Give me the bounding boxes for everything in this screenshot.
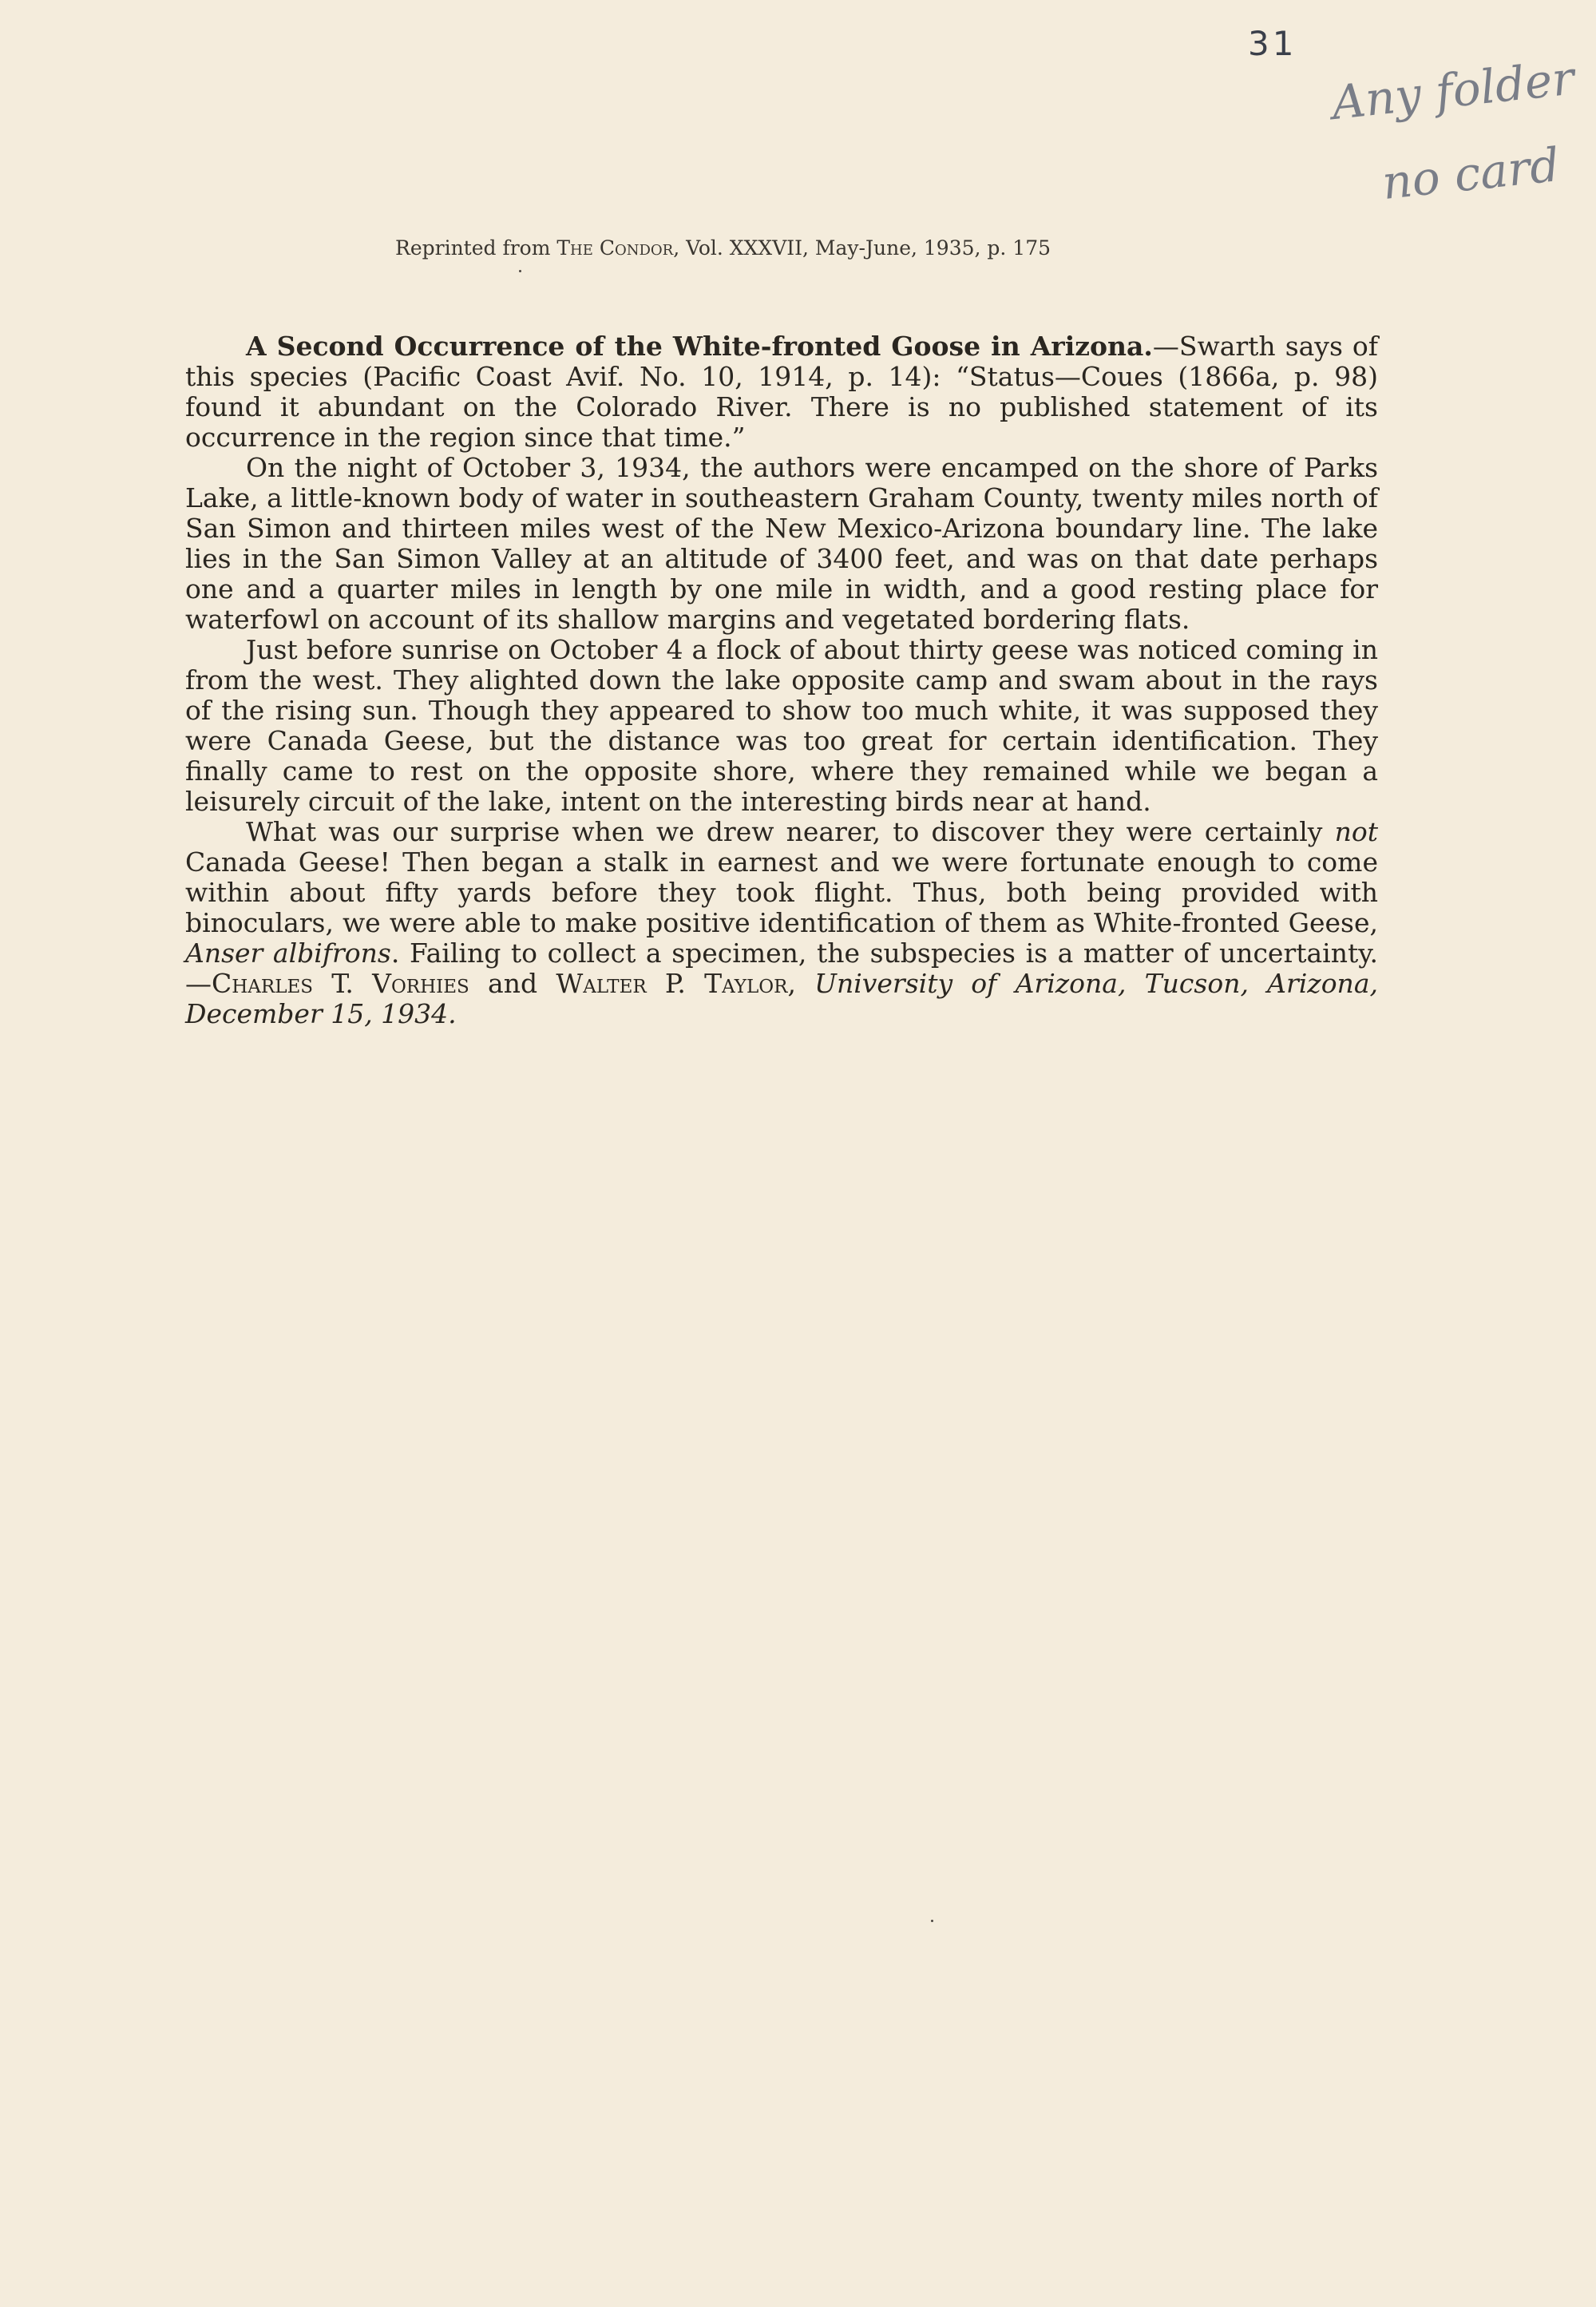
- author-2: Walter P. Taylor: [556, 968, 788, 999]
- author-comma: ,: [787, 968, 815, 999]
- paragraph-4-text-c: . Failing to collect a specimen, the subspecies is a matter of uncertainty.—: [185, 937, 1378, 999]
- handwritten-note-line-2: no card: [1379, 137, 1562, 210]
- journal-name: The Condor: [556, 236, 674, 260]
- paragraph-2: On the night of October 3, 1934, the authors were encamped on the shore of Parks Lake, a little-known body of water in southeastern Graham County, twenty miles north of San Simon and thirteen miles west of the New Mexico-Arizona boundary line. The lake lies in the San Simon Valley at an altitude of 3400 feet, and was on that date perhaps one and a quarter miles in length by one mile in width, and a good resting place for waterfowl on account of its shallow margins and vegetated bordering flats.: [185, 452, 1378, 635]
- reprint-prefix: Reprinted from: [395, 236, 551, 260]
- paragraph-1: [185, 331, 1378, 453]
- emphasis-not: not: [1334, 816, 1378, 847]
- reprint-line: [395, 236, 1170, 260]
- paragraph-4: [185, 817, 1378, 1029]
- author-1: Charles T. Vorhies: [212, 968, 469, 999]
- author-conjunction: and: [469, 968, 556, 999]
- paragraph-4-text-a: What was our surprise when we drew nearer, to discover they were certainly: [246, 816, 1335, 847]
- paragraph-1-text: —Swarth says of this species (Pacific Coast Avif. No. 10, 1914, p. 14): “Status—Coues (1866a, p. 98) found it abundant on the Colorado River. There is no published statement of its occurrence in the region since that time.”: [185, 331, 1378, 453]
- page-number-annotation: 31: [1248, 24, 1297, 63]
- speck-2: [931, 1920, 933, 1922]
- handwritten-note-line-1: Any folder: [1329, 50, 1577, 130]
- article: [185, 331, 1378, 1029]
- affiliation: University of Arizona, Tucson, Arizona, December 15, 1934.: [185, 968, 1378, 1029]
- speck-1: [519, 270, 521, 272]
- article-title: A Second Occurrence of the White-fronted Goose in Arizona.: [246, 331, 1153, 362]
- paragraph-3: Just before sunrise on October 4 a flock of about thirty geese was noticed coming in from the west. They alighted down the lake opposite camp and swam about in the rays of the rising sun. Though they appeared to show too much white, it was supposed they were Canada Geese, but the distance was too great for certain identification. They finally came to rest on the opposite shore, where they remained while we began a leisurely circuit of the lake, intent on the interesting birds near at hand.: [185, 634, 1378, 817]
- paragraph-4-text-b: Canada Geese! Then began a stalk in earnest and we were fortunate enough to come within about fifty yards before they took flight. Thus, both being provided with binoculars, we were able to make positive identification of them as White-fronted Geese,: [185, 846, 1378, 938]
- reprint-details: , Vol. XXXVII, May-June, 1935, p. 175: [673, 236, 1051, 260]
- species-name: Anser albifrons: [185, 937, 391, 969]
